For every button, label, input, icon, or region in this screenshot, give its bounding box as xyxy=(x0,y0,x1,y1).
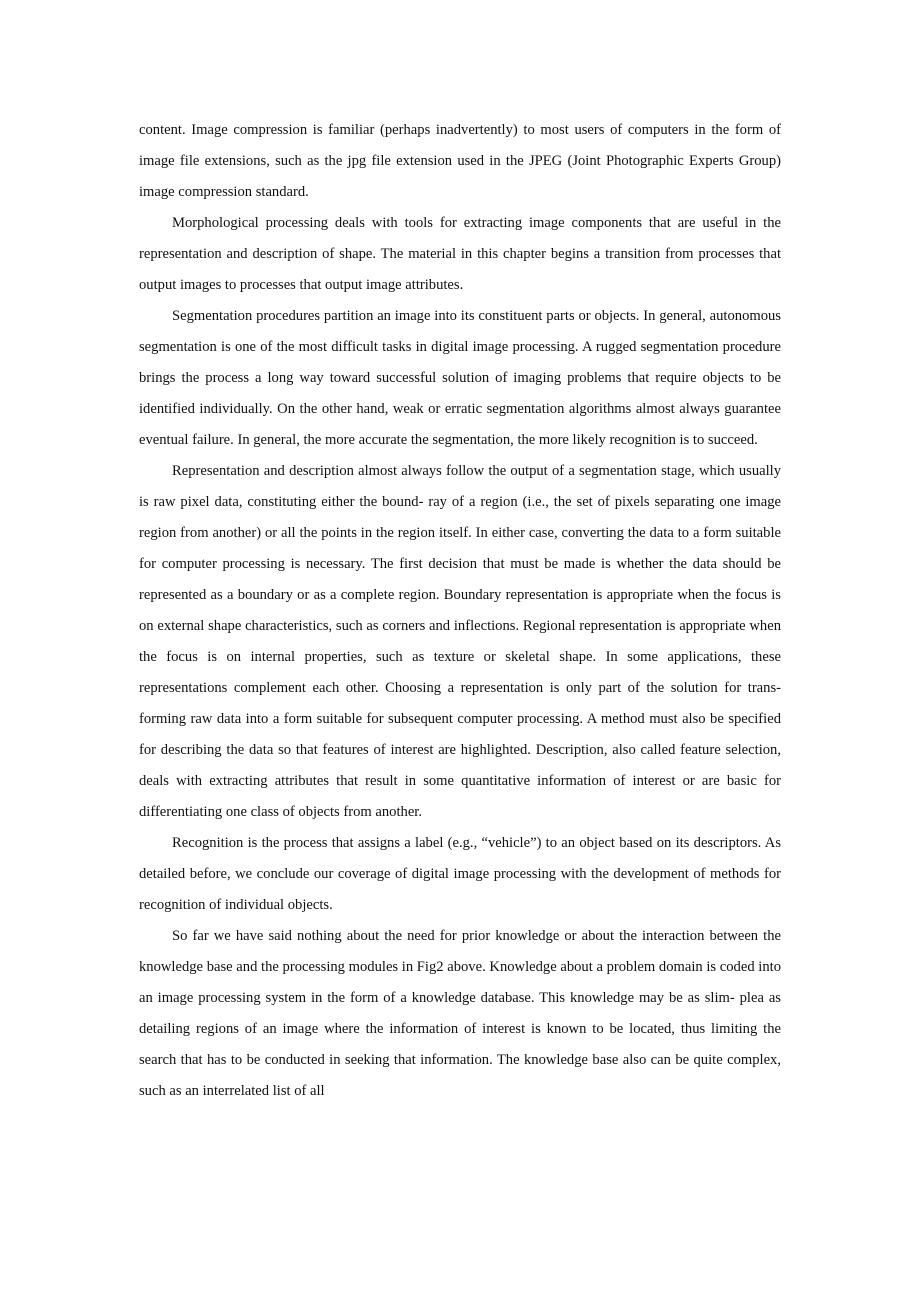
body-text xyxy=(139,115,781,1107)
paragraph-compression-continued: content. Image compression is familiar (perhaps inadvertently) to most users of computers in the form of image file extensions, such as the jpg file extension used in the JPEG (Joint Photographic Experts Group) image compression standard. xyxy=(139,122,781,200)
paragraph-morphological-processing: Morphological processing deals with tools for extracting image components that are useful in the representation and description of shape. The material in this chapter begins a transition from processes that output images to processes that output image attributes. xyxy=(139,215,781,293)
paragraph-representation-description: Representation and description almost always follow the output of a segmentation stage, which usually is raw pixel data, constituting either the bound- ray of a region (i.e., the set of pixels separating one image region from another) or all the points in the region itself. In either case, converting the data to a form suitable for computer processing is necessary. The first decision that must be made is whether the data should be represented as a boundary or as a complete region. Boundary representation is appropriate when the focus is on external shape characteristics, such as corners and inflections. Regional representation is appropriate when the focus is on internal properties, such as texture or skeletal shape. In some applications, these representations complement each other. Choosing a representation is only part of the solution for trans- forming raw data into a form suitable for subsequent computer processing. A method must also be specified for describing the data so that features of interest are highlighted. Description, also called feature selection, deals with extracting attributes that result in some quantitative information of interest or are basic for differentiating one class of objects from another. xyxy=(139,463,781,820)
paragraph-knowledge-base: So far we have said nothing about the need for prior knowledge or about the interaction between the knowledge base and the processing modules in Fig2 above. Knowledge about a problem domain is coded into an image processing system in the form of a knowledge database. This knowledge may be as slim- plea as detailing regions of an image where the information of interest is known to be located, thus limiting the search that has to be conducted in seeking that information. The knowledge base also can be quite complex, such as an interrelated list of all xyxy=(139,928,781,1099)
paragraph-segmentation: Segmentation procedures partition an image into its constituent parts or objects. In general, autonomous segmentation is one of the most difficult tasks in digital image processing. A rugged segmentation procedure brings the process a long way toward successful solution of imaging problems that require objects to be identified individually. On the other hand, weak or erratic segmentation algorithms almost always guarantee eventual failure. In general, the more accurate the segmentation, the more likely recognition is to succeed. xyxy=(139,308,781,448)
paragraph-recognition: Recognition is the process that assigns a label (e.g., “vehicle”) to an object based on its descriptors. As detailed before, we conclude our coverage of digital image processing with the development of methods for recognition of individual objects. xyxy=(139,835,781,913)
